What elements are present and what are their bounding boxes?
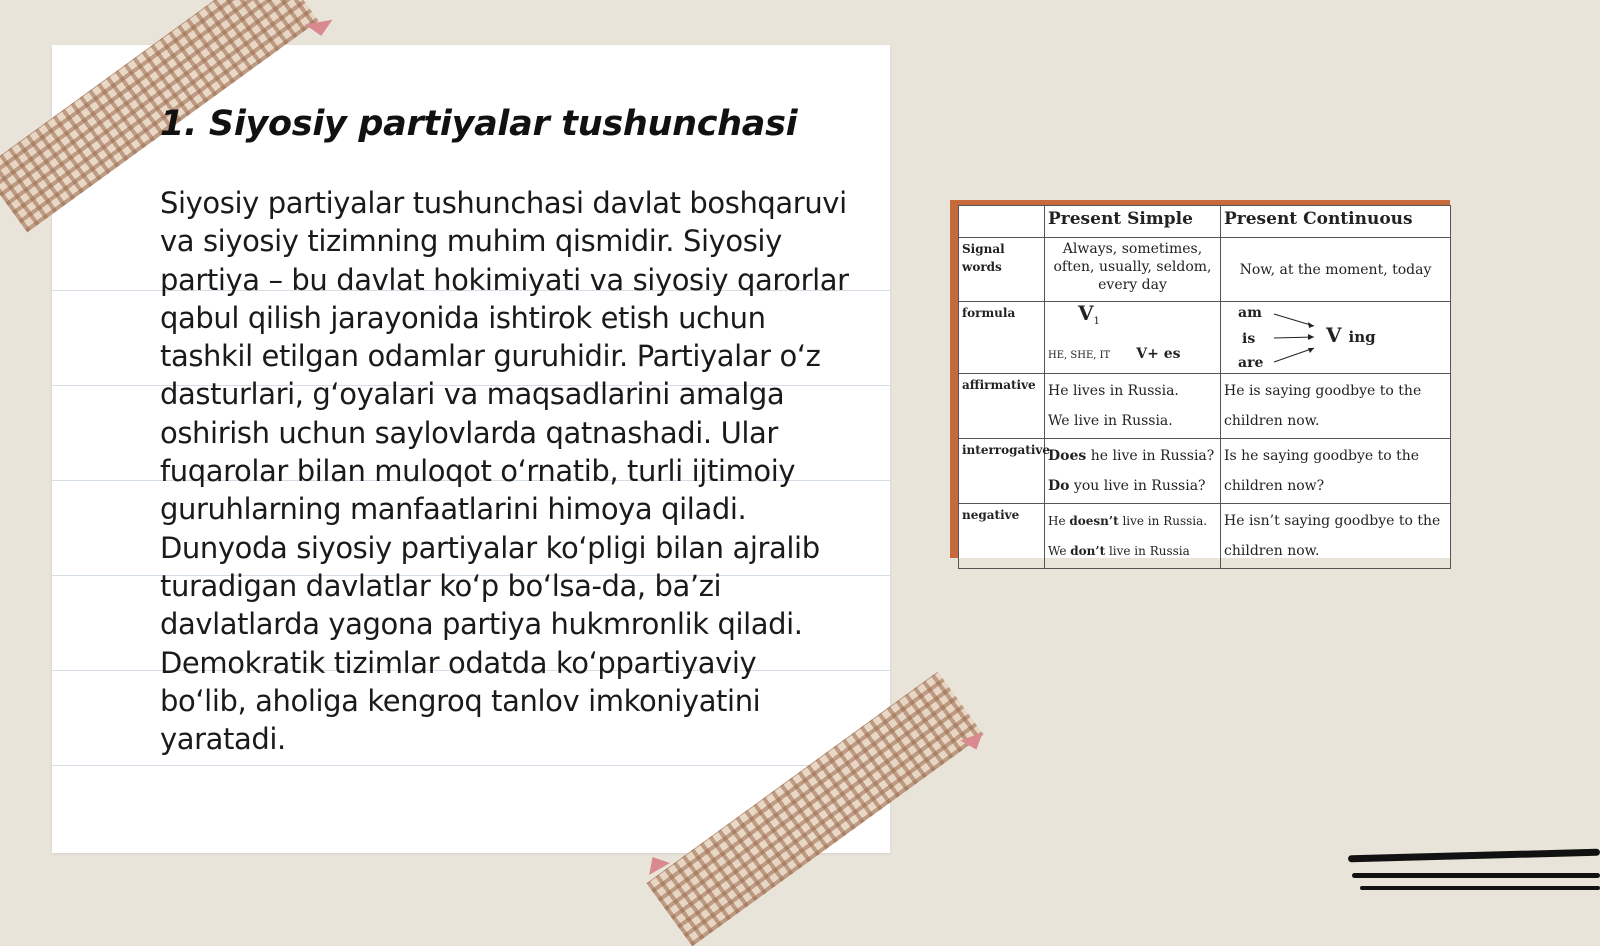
formula-is: is	[1242, 331, 1256, 347]
table-cell: Does he live in Russia? Do you live in Russia?	[1045, 439, 1221, 504]
grammar-table	[958, 205, 1451, 569]
table-header-cell: Present Continuous	[1221, 206, 1451, 238]
table-row	[959, 302, 1451, 374]
grammar-table-image	[950, 200, 1450, 558]
row-label: affirmative	[959, 374, 1045, 439]
row-label: interrogative	[959, 439, 1045, 504]
table-header-cell: Present Simple	[1045, 206, 1221, 238]
table-header-cell	[959, 206, 1045, 238]
table-row	[959, 504, 1451, 569]
formula-subscript: 1	[1093, 315, 1100, 327]
table-cell: Now, at the moment, today	[1221, 238, 1451, 302]
table-cell: He isn’t saying goodbye to the children now.	[1221, 504, 1451, 569]
table-cell: He is saying goodbye to the children now.	[1221, 374, 1451, 439]
formula-am: am	[1238, 305, 1262, 321]
row-label: Signal words	[959, 238, 1045, 302]
table-row	[959, 439, 1451, 504]
table-header-row	[959, 206, 1451, 238]
brush-stroke-decoration	[1360, 886, 1600, 890]
brush-stroke-decoration	[1348, 849, 1600, 863]
table-cell: He doesn’t live in Russia. We don’t live in Russia	[1045, 504, 1221, 569]
table-row	[959, 374, 1451, 439]
table-cell	[1045, 302, 1221, 374]
table-cell	[1221, 302, 1451, 374]
formula-es: V+ es	[1136, 345, 1181, 362]
formula-pronouns: HE, SHE, IT	[1048, 349, 1111, 361]
formula-are: are	[1238, 355, 1264, 371]
table-cell: Always, sometimes, often, usually, seldom, every day	[1045, 238, 1221, 302]
formula-v: V	[1078, 301, 1094, 325]
row-label: negative	[959, 504, 1045, 569]
formula-v-ing: V ing	[1326, 323, 1376, 347]
table-row	[959, 238, 1451, 302]
table-cell: He lives in Russia. We live in Russia.	[1045, 374, 1221, 439]
table-cell: Is he saying goodbye to the children now?	[1221, 439, 1451, 504]
brush-stroke-decoration	[1352, 873, 1600, 878]
slide-title: 1. Siyosiy partiyalar tushunchasi	[160, 104, 798, 144]
paper-rule-line	[52, 765, 890, 766]
slide-body-text: Siyosiy partiyalar tushunchasi davlat boshqaruvi va siyosiy tizimning muhim qismidir. Siyosiy partiya – bu davlat hokimiyati va siyosiy qarorlar qabul qilish jarayonida ishtirok etish uchun tashkil etilgan odamlar guruhidir. Partiyalar o‘z dasturlari, g‘oyalari va maqsadlarini amalga oshirish uchun saylovlarda qatnashadi. Ular fuqarolar bilan muloqot o‘rnatib, turli ijtimoiy guruhlarning manfaatlarini himoya qiladi. Dunyoda siyosiy partiyalar ko‘pligi bilan ajralib turadigan davlatlar ko‘p bo‘lsa-da, ba’zi davlatlarda yagona partiya hukmronlik qiladi. Demokratik tizimlar odatda ko‘ppartiyaviy bo‘lib, aholiga kengroq tanlov imkoniyatini yaratadi.	[160, 186, 849, 757]
row-label: formula	[959, 302, 1045, 374]
formula-arrows	[1272, 308, 1322, 368]
